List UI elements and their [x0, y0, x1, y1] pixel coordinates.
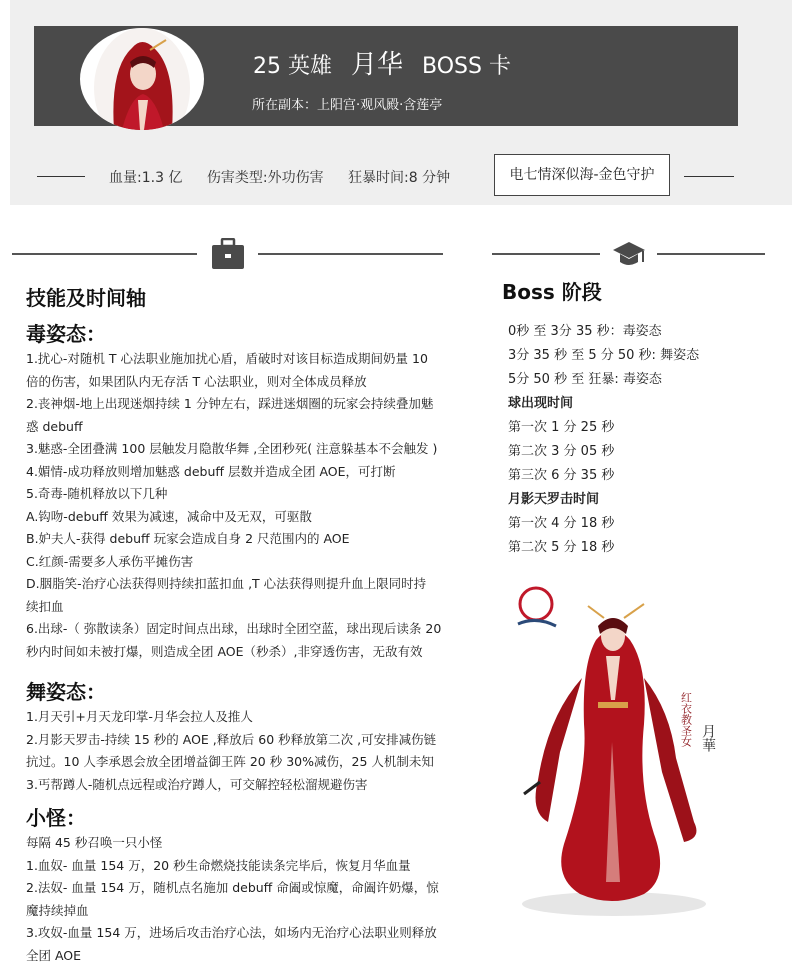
server-tag: 电七情深似海-金色守护 — [494, 154, 670, 196]
boss-phase-heading: Boss 阶段 — [502, 280, 602, 304]
skill-line: D.胭脂笑-治疗心法获得则持续扣蓝扣血 ,T 心法获得则提升血上限同时持 — [26, 576, 427, 591]
orb-times-title: 球出现时间 — [508, 396, 574, 411]
strike-times-title: 月影天罗击时间 — [508, 492, 600, 507]
skill-line: 5.奇毒-随机释放以下几种 — [26, 486, 168, 501]
skill-line: 惑 debuff — [26, 418, 83, 434]
skill-line: 魔持续掉血 — [26, 902, 89, 918]
skill-line: 秒内时间如未被打爆，则造成全团 AOE（秒杀）,非穿透伤害，无敌有效 — [26, 643, 423, 659]
phase-item: 5分 50 秒 至 狂暴: 毒姿态 — [508, 372, 662, 387]
briefcase-icon — [211, 238, 245, 274]
skill-line: 2.法奴- 血量 154 万，随机点名施加 debuff 命阖或惊魔，命阖许奶爆，惊 — [26, 880, 439, 895]
skill-line: 3.魅惑-全团叠满 100 层触发月隐散华舞 ,全团秒死( 注意躲基本不会触发 ) — [26, 441, 438, 456]
poison-stance-skills — [26, 348, 466, 663]
orb-time: 第二次 3 分 05 秒 — [508, 444, 615, 459]
enrage-stat: 狂暴时间:8 分钟 — [348, 170, 451, 186]
title-prefix: 25 英雄 — [253, 54, 332, 79]
title-suffix: BOSS 卡 — [422, 54, 511, 79]
skills-heading: 技能及时间轴 — [26, 286, 146, 310]
artwork-caption: 红衣教圣女 — [679, 692, 693, 747]
minions-title: 小怪： — [26, 806, 86, 830]
skill-line: 全团 AOE — [26, 947, 82, 963]
section-divider-left-b — [258, 253, 443, 255]
skill-line: 1.月天引+月天龙印掌-月华会拉人及推人 — [26, 709, 253, 724]
skill-line: 1.血奴- 血量 154 万，20 秒生命燃烧技能读条完毕后，恢复月华血量 — [26, 857, 411, 873]
skill-line: C.红颜-需要多人承伤平摊伤害 — [26, 553, 194, 569]
skill-line: A.钩吻-debuff 效果为减速，减命中及无双，可驱散 — [26, 508, 312, 524]
boss-stats — [109, 167, 470, 187]
skill-line: 6.出球-（ 弥散读条）固定时间点出球，出球时全团空蓝，球出现后读条 20 — [26, 621, 442, 636]
boss-artwork — [494, 582, 730, 920]
skill-line: 续扣血 — [26, 598, 64, 614]
strike-time: 第一次 4 分 18 秒 — [508, 516, 615, 531]
boss-avatar — [80, 28, 204, 130]
info-divider-left — [37, 176, 85, 177]
skill-line: 3.丐帮蹲人-随机点远程或治疗蹲人，可交解控轻松溜规避伤害 — [26, 776, 368, 792]
orb-time: 第一次 1 分 25 秒 — [508, 420, 615, 435]
poison-stance-title: 毒姿态： — [26, 322, 106, 346]
skill-line: 倍的伤害，如果团队内无存活 T 心法职业，则对全体成员释放 — [26, 373, 367, 389]
boss-timeline — [508, 320, 699, 560]
hp-stat: 血量:1.3 亿 — [109, 170, 183, 186]
skill-line: 2.丧神烟-地上出现迷烟持续 1 分钟左右，踩进迷烟圈的玩家会持续叠加魅 — [26, 396, 434, 411]
skill-line: 2.月影天罗击-持续 15 秒的 AOE ,释放后 60 秒释放第二次 ,可安排减伤链 — [26, 731, 437, 747]
strike-time: 第二次 5 分 18 秒 — [508, 540, 615, 555]
section-divider-left-a — [12, 253, 197, 255]
artwork-name: 月華 — [700, 724, 716, 752]
boss-name: 月华 — [351, 50, 404, 80]
page-title — [253, 44, 511, 81]
graduation-cap-icon — [612, 240, 646, 274]
info-divider-right — [684, 176, 734, 177]
section-divider-right-b — [657, 253, 765, 255]
skill-line: 每隔 45 秒召唤一只小怪 — [26, 835, 163, 850]
skill-line: 抗过。10 人李承恩会放全团增益御王阵 20 秒 30%减伤，25 人机制未知 — [26, 754, 434, 769]
minions-list — [26, 832, 466, 967]
phase-item: 0秒 至 3分 35 秒：毒姿态 — [508, 324, 662, 339]
section-divider-right-a — [492, 253, 600, 255]
phase-item: 3分 35 秒 至 5 分 50 秒: 舞姿态 — [508, 348, 700, 363]
skill-line: B.妒夫人-获得 debuff 玩家会造成自身 2 尺范围内的 AOE — [26, 531, 350, 546]
dance-stance-skills — [26, 706, 466, 796]
damage-type-stat: 伤害类型:外功伤害 — [206, 170, 324, 186]
skill-line: 1.扰心-对随机 T 心法职业施加扰心盾，盾破时对该目标造成期间奶量 10 — [26, 351, 428, 366]
skill-line: 3.攻奴-血量 154 万，进场后攻击治疗心法，如场内无治疗心法职业则释放 — [26, 925, 437, 940]
dungeon-location: 所在副本：上阳宫·观风殿·含莲亭 — [252, 98, 443, 113]
skill-line: 4.媚情-成功释放则增加魅惑 debuff 层数并造成全团 AOE，可打断 — [26, 463, 396, 479]
orb-time: 第三次 6 分 35 秒 — [508, 468, 615, 483]
dance-stance-title: 舞姿态： — [26, 680, 106, 704]
